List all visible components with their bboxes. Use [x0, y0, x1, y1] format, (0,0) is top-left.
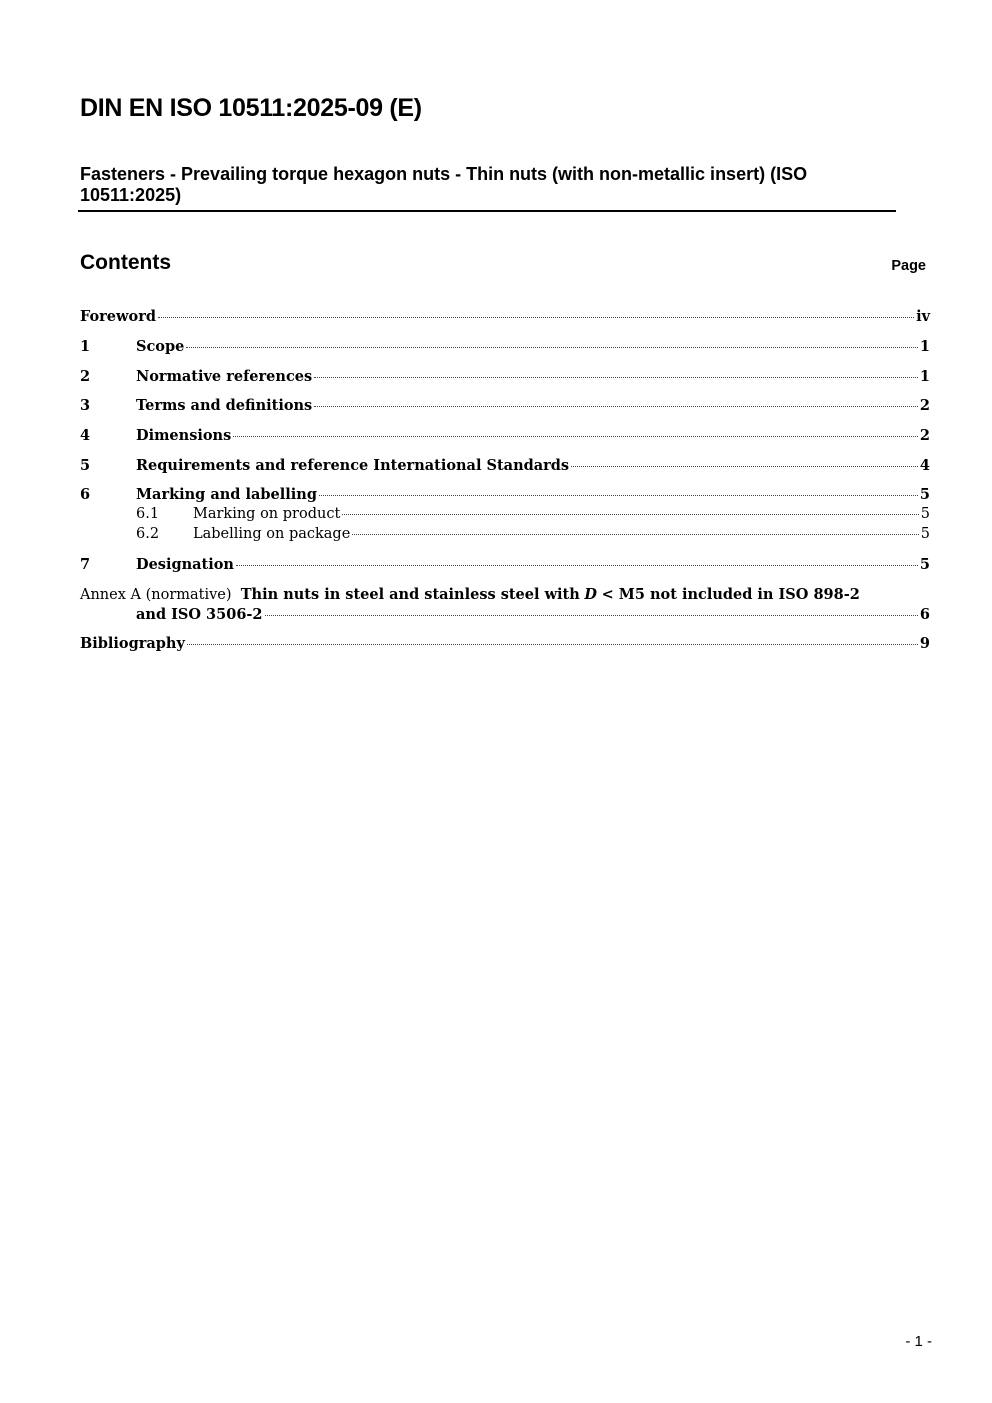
toc-entry-normative-references[interactable] [80, 368, 930, 385]
toc-entry-page: 9 [919, 635, 930, 652]
dot-leader [314, 406, 918, 407]
annex-title-part2: < M5 not included in ISO 898-2 [601, 586, 860, 603]
toc-entry-scope[interactable] [80, 338, 930, 355]
toc-entry-title: Dimensions [136, 427, 232, 444]
dot-leader [319, 495, 918, 496]
toc-entry-page: 2 [919, 397, 930, 414]
toc-entry-title: Labelling on package [193, 526, 351, 542]
dot-leader [236, 565, 918, 566]
toc-entry-annex-a[interactable] [80, 586, 860, 603]
dot-leader [158, 317, 914, 318]
toc-entry-bibliography[interactable] [80, 635, 930, 652]
toc-entry-annex-a-continued[interactable] [136, 606, 930, 623]
toc-entry-title: Foreword [80, 308, 156, 325]
toc-entry-number: 2 [80, 368, 91, 385]
toc-entry-title: Bibliography [80, 635, 185, 652]
toc-entry-page: 5 [919, 486, 930, 503]
toc-entry-page: iv [916, 308, 930, 325]
toc-entry-marking-and-labelling[interactable] [80, 486, 930, 503]
dot-leader [265, 615, 918, 616]
toc-entry-number: 3 [80, 397, 91, 414]
toc-entry-page: 5 [920, 526, 930, 542]
toc-entry-foreword[interactable] [80, 308, 930, 325]
toc-entry-number: 7 [80, 556, 91, 573]
dot-leader [233, 436, 918, 437]
toc-entry-number: 1 [80, 338, 91, 355]
toc-entry-marking-on-product[interactable] [136, 506, 930, 522]
page-number: - 1 - [905, 1333, 932, 1350]
document-title: DIN EN ISO 10511:2025-09 (E) [80, 94, 422, 122]
toc-entry-title: Marking on product [193, 506, 341, 522]
toc-entry-title: Marking and labelling [136, 486, 317, 503]
toc-entry-title: Scope [136, 338, 185, 355]
toc-entry-title: Normative references [136, 368, 313, 385]
dot-leader [571, 466, 918, 467]
toc-entry-title: Terms and definitions [136, 397, 313, 414]
toc-entry-page: 1 [919, 338, 930, 355]
toc-entry-dimensions[interactable] [80, 427, 930, 444]
dot-leader [187, 644, 918, 645]
toc-entry-number: 5 [80, 457, 91, 474]
annex-label: Annex A (normative) [80, 587, 232, 603]
toc-entry-page: 6 [919, 606, 930, 623]
toc-entry-page: 5 [920, 506, 930, 522]
toc-entry-page: 1 [919, 368, 930, 385]
contents-heading: Contents [80, 251, 171, 274]
toc-entry-title: Designation [136, 556, 234, 573]
document-subtitle: Fasteners - Prevailing torque hexagon nuts - Thin nuts (with non-metallic insert) (ISO 10511:2025) [80, 164, 808, 205]
toc-entry-number: 6 [80, 486, 91, 503]
annex-title-part1: Thin nuts in steel and stainless steel with [240, 586, 580, 603]
toc-entry-number: 6.2 [136, 526, 160, 542]
toc-entry-requirements[interactable] [80, 457, 930, 474]
dot-leader [342, 514, 919, 515]
dot-leader [186, 347, 918, 348]
toc-entry-number: 6.1 [136, 506, 160, 522]
annex-variable: D [584, 586, 597, 603]
dot-leader [314, 377, 918, 378]
toc-entry-page: 5 [919, 556, 930, 573]
toc-entry-title: and ISO 3506-2 [136, 606, 263, 623]
toc-entry-labelling-on-package[interactable] [136, 526, 930, 542]
toc-entry-designation[interactable] [80, 556, 930, 573]
page-column-label: Page [891, 258, 926, 274]
dot-leader [352, 534, 918, 535]
toc-entry-page: 4 [919, 457, 930, 474]
title-divider [78, 210, 896, 212]
toc-entry-title: Requirements and reference International Standards [136, 457, 570, 474]
toc-entry-terms-and-definitions[interactable] [80, 397, 930, 414]
toc-entry-number: 4 [80, 427, 91, 444]
toc-entry-page: 2 [919, 427, 930, 444]
